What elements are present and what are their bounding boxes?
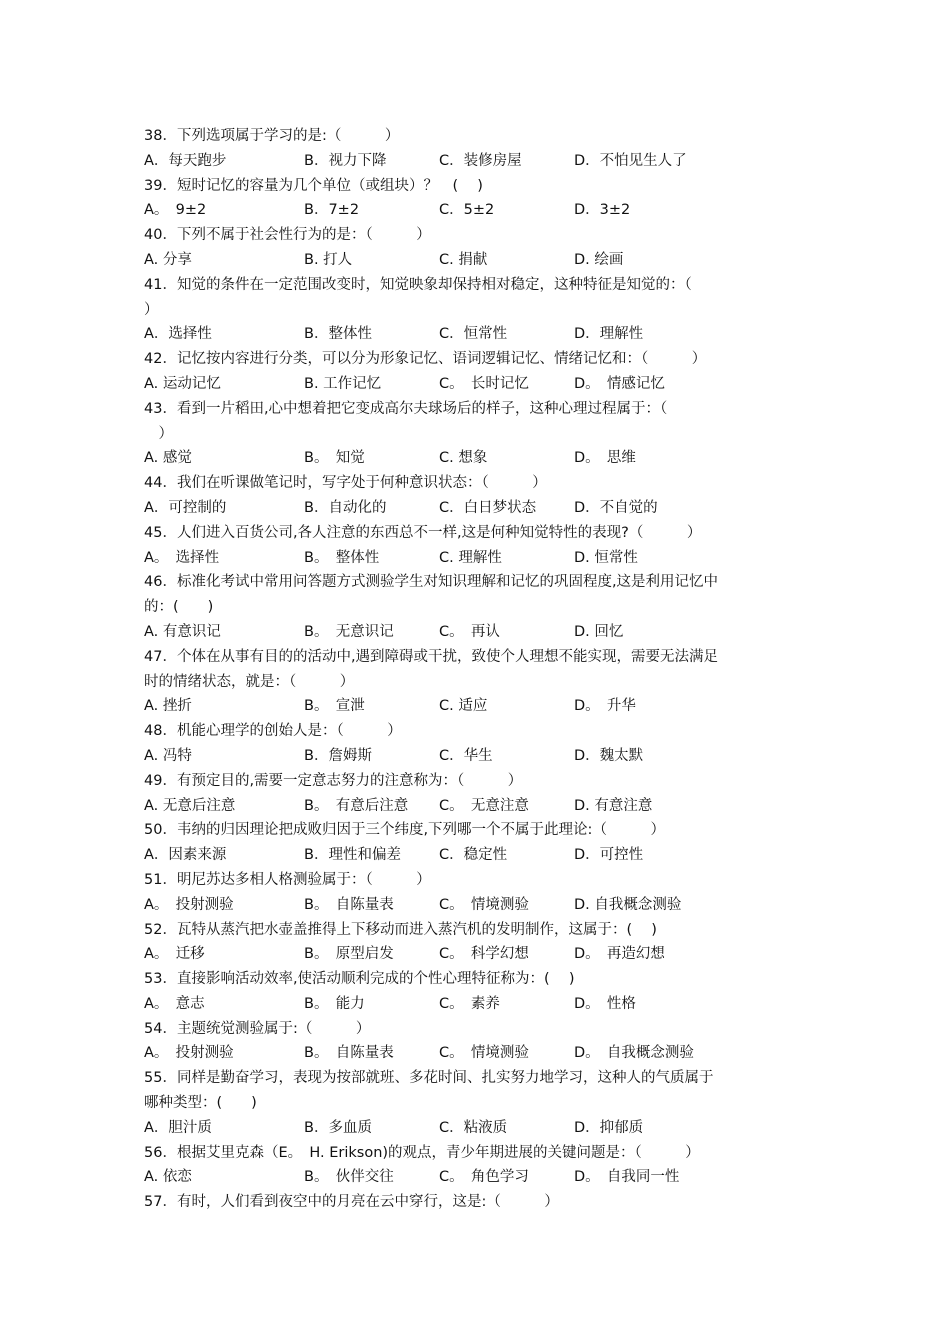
option-43-a: A. 感觉 [144, 450, 192, 467]
option-50-a: A．因素来源 [144, 847, 227, 864]
option-55-c: C．粘液质 [439, 1119, 508, 1136]
option-49-a: A. 无意后注意 [144, 797, 236, 814]
options-row-54 [144, 1041, 814, 1066]
option-48-c: C．华生 [439, 747, 493, 764]
options-row-53 [144, 992, 814, 1017]
option-40-d: D. 绘画 [574, 251, 624, 268]
question-stem-50: 50．韦纳的归因理论把成败归因于三个纬度,下列哪一个不属于此理论:（ ） [144, 822, 665, 839]
question-stem-continued-55: 哪种类型：( ) [144, 1095, 257, 1112]
option-46-c: C。 再认 [439, 623, 500, 640]
option-38-d: D．不怕见生人了 [574, 152, 687, 169]
option-39-c: C．5±2 [439, 202, 495, 219]
options-row-45 [144, 546, 814, 571]
option-38-a: A．每天跑步 [144, 152, 227, 169]
question-stem-45: 45．人们进入百货公司,各人注意的东西总不一样,这是何种知觉特性的表现?（ ） [144, 524, 702, 541]
option-49-b: B。 有意后注意 [304, 797, 409, 814]
option-44-c: C．白日梦状态 [439, 499, 537, 516]
option-54-c: C。 情境测验 [439, 1045, 529, 1062]
question-stem-43: 43．看到一片稻田,心中想着把它变成高尔夫球场后的样子，这种心理过程属于：（ [144, 400, 668, 417]
option-56-b: B。 伙伴交往 [304, 1169, 394, 1186]
option-52-a: A。 迁移 [144, 946, 205, 963]
question-stem-46: 46．标准化考试中常用问答题方式测验学生对知识理解和记忆的巩固程度,这是利用记忆中 [144, 574, 719, 591]
options-row-40 [144, 248, 814, 273]
option-45-d: D. 恒常性 [574, 549, 638, 566]
question-stem-42: 42．记忆按内容进行分类，可以分为形象记忆、语词逻辑记忆、情绪记忆和：（ ） [144, 351, 707, 368]
option-56-c: C。 角色学习 [439, 1169, 529, 1186]
option-43-d: D。 思维 [574, 450, 636, 467]
option-47-d: D。 升华 [574, 698, 636, 715]
question-stem-47: 47．个体在从事有目的的活动中,遇到障碍或干扰，致使个人理想不能实现，需要无法满足 [144, 648, 719, 665]
option-50-d: D．可控性 [574, 847, 644, 864]
options-row-55 [144, 1116, 814, 1141]
question-stem-continued-41: ） [144, 301, 159, 318]
option-39-b: B．7±2 [304, 202, 360, 219]
question-stem-56: 56．根据艾里克森（E。 H. Erikson)的观点，青少年期进展的关键问题是：（ ） [144, 1144, 700, 1161]
option-42-c: C。 长时记忆 [439, 375, 529, 392]
option-47-c: C. 适应 [439, 698, 488, 715]
option-40-b: B. 打人 [304, 251, 353, 268]
options-row-47 [144, 694, 814, 719]
option-51-b: B。 自陈量表 [304, 896, 394, 913]
option-56-a: A. 依恋 [144, 1169, 192, 1186]
option-41-a: A．选择性 [144, 326, 212, 343]
option-54-d: D。 自我概念测验 [574, 1045, 694, 1062]
question-stem-54: 54．主题统觉测验属于:（ ） [144, 1020, 371, 1037]
option-39-d: D．3±2 [574, 202, 631, 219]
option-47-a: A. 挫折 [144, 698, 192, 715]
options-row-38 [144, 149, 814, 174]
option-38-c: C．装修房屋 [439, 152, 522, 169]
option-56-d: D。 自我同一性 [574, 1169, 680, 1186]
question-stem-53: 53．直接影响活动效率,使活动顺利完成的个性心理特征称为：( ) [144, 971, 575, 988]
option-49-d: D. 有意注意 [574, 797, 653, 814]
options-row-49 [144, 794, 814, 819]
option-40-c: C. 捐献 [439, 251, 488, 268]
question-stem-41: 41．知觉的条件在一定范围改变时，知觉映象却保持相对稳定，这种特征是知觉的：（ [144, 276, 692, 293]
question-stem-40: 40．下列不属于社会性行为的是：（ ） [144, 227, 431, 244]
option-52-c: C。 科学幻想 [439, 946, 529, 963]
option-41-b: B．整体性 [304, 326, 372, 343]
options-row-48 [144, 744, 814, 769]
option-41-c: C．恒常性 [439, 326, 508, 343]
option-45-b: B。 整体性 [304, 549, 380, 566]
options-row-51 [144, 893, 814, 918]
options-row-42 [144, 372, 814, 397]
options-row-44 [144, 496, 814, 521]
option-50-b: B．理性和偏差 [304, 847, 401, 864]
options-row-46 [144, 620, 814, 645]
option-55-d: D．抑郁质 [574, 1119, 644, 1136]
question-stem-continued-47: 时的情绪状态，就是：（ ） [144, 673, 355, 690]
option-38-b: B．视力下降 [304, 152, 387, 169]
option-45-a: A。 选择性 [144, 549, 220, 566]
options-row-50 [144, 843, 814, 868]
question-stem-57: 57．有时，人们看到夜空中的月亮在云中穿行，这是:（ ） [144, 1194, 559, 1211]
option-46-b: B。 无意识记 [304, 623, 394, 640]
option-42-b: B. 工作记忆 [304, 375, 382, 392]
option-46-a: A. 有意识记 [144, 623, 221, 640]
question-stem-51: 51．明尼苏达多相人格测验属于：（ ） [144, 871, 431, 888]
option-39-a: A。 9±2 [144, 202, 207, 219]
option-44-b: B．自动化的 [304, 499, 387, 516]
option-50-c: C．稳定性 [439, 847, 508, 864]
option-42-d: D。 情感记忆 [574, 375, 665, 392]
document-page [144, 124, 814, 1215]
question-stem-continued-46: 的：( ) [144, 599, 214, 616]
option-54-b: B。 自陈量表 [304, 1045, 394, 1062]
option-43-c: C. 想象 [439, 450, 488, 467]
options-row-43 [144, 446, 814, 471]
option-40-a: A. 分享 [144, 251, 192, 268]
option-45-c: C. 理解性 [439, 549, 502, 566]
option-55-a: A．胆汁质 [144, 1119, 212, 1136]
option-53-c: C。 素养 [439, 995, 500, 1012]
question-stem-44: 44．我们在听课做笔记时，写字处于何种意识状态：（ ） [144, 475, 547, 492]
option-46-d: D. 回忆 [574, 623, 624, 640]
question-stem-38: 38．下列选项属于学习的是:（ ） [144, 128, 400, 144]
option-55-b: B．多血质 [304, 1119, 372, 1136]
question-stem-52: 52．瓦特从蒸汽把水壶盖推得上下移动而进入蒸汽机的发明制作，这属于：( ) [144, 921, 657, 938]
question-stem-continued-43: ） [144, 425, 173, 442]
option-53-b: B。 能力 [304, 995, 365, 1012]
option-52-b: B。 原型启发 [304, 946, 394, 963]
option-41-d: D．理解性 [574, 326, 644, 343]
option-54-a: A。 投射测验 [144, 1045, 234, 1062]
option-47-b: B。 宣泄 [304, 698, 365, 715]
question-stem-49: 49．有预定目的,需要一定意志努力的注意称为：（ ） [144, 772, 523, 789]
option-51-d: D. 自我概念测验 [574, 896, 682, 913]
option-48-b: B．詹姆斯 [304, 747, 372, 764]
option-43-b: B。 知觉 [304, 450, 365, 467]
options-row-41 [144, 322, 814, 347]
option-51-a: A。 投射测验 [144, 896, 234, 913]
option-44-d: D．不自觉的 [574, 499, 658, 516]
options-row-56 [144, 1165, 814, 1190]
option-51-c: C。 情境测验 [439, 896, 529, 913]
option-42-a: A. 运动记忆 [144, 375, 221, 392]
options-row-39 [144, 198, 814, 223]
question-stem-55: 55．同样是勤奋学习，表现为按部就班、多花时间、扎实努力地学习，这种人的气质属于 [144, 1070, 714, 1087]
option-48-a: A. 冯特 [144, 747, 192, 764]
option-48-d: D．魏太默 [574, 747, 644, 764]
option-53-a: A。 意志 [144, 995, 205, 1012]
options-row-52 [144, 942, 814, 967]
question-stem-48: 48．机能心理学的创始人是：（ ） [144, 723, 402, 740]
question-stem-39: 39．短时记忆的容量为几个单位（或组块）？ ( ) [144, 177, 483, 194]
option-44-a: A．可控制的 [144, 499, 227, 516]
option-52-d: D。 再造幻想 [574, 946, 665, 963]
option-53-d: D。 性格 [574, 995, 636, 1012]
option-49-c: C。 无意注意 [439, 797, 529, 814]
